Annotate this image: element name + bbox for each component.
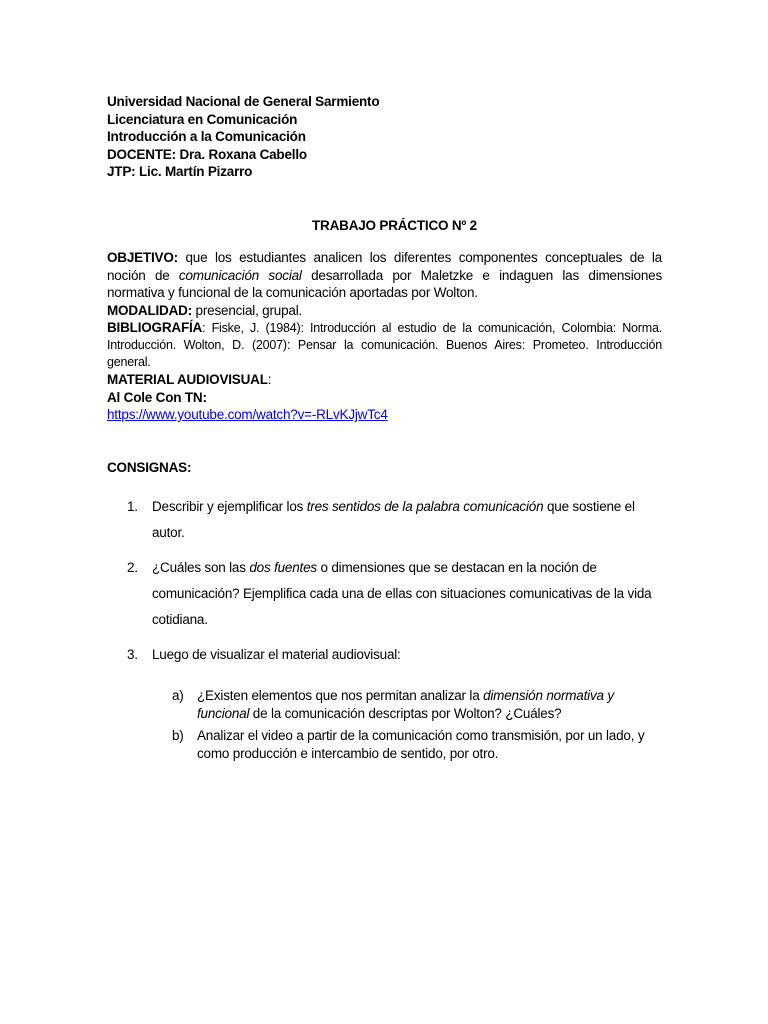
objetivo-text-2: desarrollada por Maletzke e indaguen las dimensiones normativa y funcional de la comunicación aportadas por Wolton.: [107, 267, 662, 300]
bibliografia-label: BIBLIOGRAFÍA: [107, 320, 203, 335]
page-title: TRABAJO PRÁCTICO Nº 2: [312, 217, 477, 233]
jtp-name: JTP: Lic. Martín Pizarro: [107, 164, 253, 179]
list-item-text: Describir y ejemplificar los: [152, 499, 307, 514]
consignas-heading: CONSIGNAS:: [107, 459, 192, 475]
degree-name: Licenciatura en Comunicación: [107, 111, 298, 127]
list-item: [107, 642, 662, 668]
modalidad-paragraph: [107, 302, 662, 320]
list-item-number: 3.: [127, 647, 138, 662]
sublist-item-text: ¿Existen elementos que nos permitan analizar la: [197, 688, 484, 703]
document-page: [107, 93, 662, 767]
list-item-italic: tres sentidos de la palabra comunicación: [306, 499, 544, 514]
document-header: [107, 93, 662, 181]
material-colon: :: [267, 372, 272, 387]
list-item: [107, 494, 662, 546]
list-item-text: que sostiene el autor.: [152, 499, 635, 540]
material-source: Al Cole Con TN:: [107, 389, 207, 405]
material-label: MATERIAL AUDIOVISUAL: [107, 372, 268, 387]
modalidad-text: presencial, grupal.: [192, 302, 303, 318]
bibliografia-text: : Fiske, J. (1984): Introducción al estudio de la comunicación, Colombia: Norma. Introducción. Wolton, D. (2007): Pensar la comunicación. Buenos Aires: Prometeo. Introducción general.: [107, 321, 662, 369]
objetivo-italic: comunicación social: [178, 267, 302, 283]
teacher-name: DOCENTE: Dra. Roxana Cabello: [107, 146, 307, 162]
consignas-sublist: [107, 687, 662, 763]
video-link[interactable]: https://www.youtube.com/watch?v=-RLvKJjwTc4: [107, 407, 388, 422]
university-name: Universidad Nacional de General Sarmiento: [107, 94, 380, 109]
sublist-item-text: Analizar el video a partir de la comunicación como transmisión, por un lado, y como producción e intercambio de sentido, por otro.: [197, 728, 645, 761]
sublist-item: [172, 687, 662, 723]
list-item-text: ¿Cuáles son las: [152, 560, 250, 575]
objetivo-label: OBJETIVO:: [107, 250, 178, 265]
objetivo-paragraph: [107, 249, 662, 302]
list-item-number: 2.: [127, 560, 138, 575]
list-item-number: 1.: [127, 499, 138, 514]
list-item-text: o dimensiones que se destacan en la noción de comunicación? Ejemplifica cada una de ellas con situaciones comunicativas de la vida cotidiana.: [152, 560, 652, 627]
list-item-text: Luego de visualizar el material audiovisual:: [152, 647, 401, 662]
list-item: [107, 555, 662, 633]
consignas-list: [107, 494, 662, 668]
material-heading: [107, 371, 662, 389]
sublist-item-text: de la comunicación descriptas por Wolton? ¿Cuáles?: [249, 706, 562, 721]
bibliografia-paragraph: [107, 319, 662, 371]
sublist-item: [172, 727, 662, 763]
course-name: Introducción a la Comunicación: [107, 129, 306, 144]
modalidad-label: MODALIDAD:: [107, 302, 192, 318]
sublist-item-italic: dimensión normativa y funcional: [197, 688, 614, 721]
list-item-italic: dos fuentes: [249, 560, 317, 575]
sublist-item-letter: a): [172, 688, 184, 703]
objetivo-text-1: que los estudiantes analicen los diferentes componentes conceptuales de la noción de: [107, 250, 662, 283]
sublist-item-letter: b): [172, 728, 184, 743]
